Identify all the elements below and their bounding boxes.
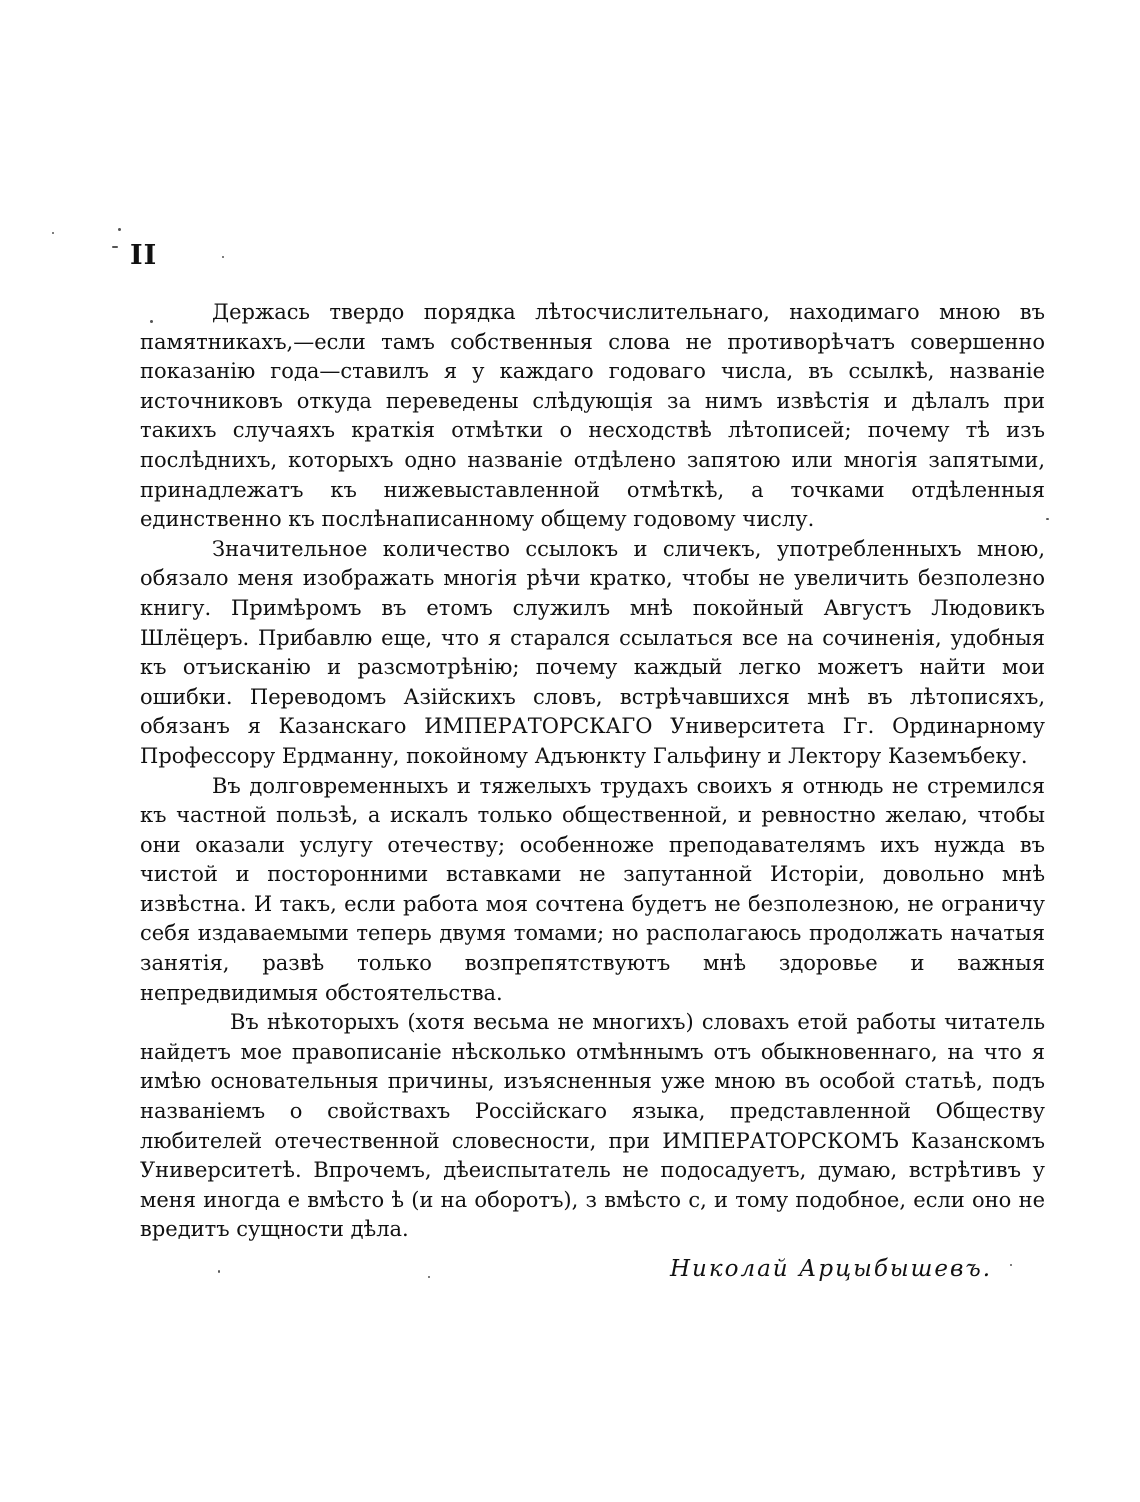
scan-speck	[112, 246, 118, 248]
scan-speck	[118, 228, 121, 231]
scan-speck	[428, 1276, 430, 1278]
paragraph-3: Въ долговременныхъ и тяжелыхъ трудахъ своихъ я отнюдь не стремился къ частной пользѣ, а искалъ только общественной, и ревностно желаю, чтобы они оказали услугу отечеству; особенноже преподавателямъ ихъ нужда въ чистой и посторонними вставками не запутанной Исторіи, довольно мнѣ извѣстна. И такъ, если работа моя сочтена будетъ не безполезною, не ограничу себя издаваемыми теперь двумя томами; но располагаюсь продолжать начатыя занятія, развѣ только возпрепятствуютъ мнѣ здоровье и важныя непредвидимыя обстоятельства.	[140, 773, 1045, 1005]
scan-speck	[222, 256, 224, 258]
scan-speck	[150, 320, 153, 323]
body-text	[140, 298, 1045, 1245]
signature: Николай Арцыбышевъ.	[670, 1256, 993, 1282]
scan-speck	[52, 232, 54, 234]
paragraph-4: Въ нѣкоторыхъ (хотя весьма не многихъ) словахъ етой работы читатель найдетъ мое правописаніе нѣсколько отмѣннымъ отъ обыкновеннаго, на что я имѣю основательныя причины, изъясненныя уже мною въ особой статьѣ, подъ названіемъ о свойствахъ Россійскаго языка, представленной Обществу любителей отечественной словесности, при ИМПЕРАТОРСКОМЪ Казанскомъ Университетѣ. Впрочемъ, дѣеиспытатель не подосадуетъ, думаю, встрѣтивъ у меня иногда е вмѣсто ѣ (и на оборотъ), з вмѣсто с, и тому подобное, если оно не вредитъ сущности дѣла.	[140, 1010, 1045, 1242]
paragraph-1: Держась твердо порядка лѣтосчислительнаго, находимаго мною въ памятникахъ,—если тамъ собственныя слова не противорѣчатъ совершенно показанію года—ставилъ я у каждаго годоваго числа, въ ссылкѣ, названіе источниковъ откуда переведены слѣдующія за нимъ извѣстія и дѣлалъ при такихъ случаяхъ краткія отмѣтки о несходствѣ лѣтописей; почему тѣ изъ послѣднихъ, которыхъ одно названіе отдѣлено запятою или многія запятыми, принадлежатъ къ нижевыставленной отмѣткѣ, а точками отдѣленныя единственно къ послѣнаписанному общему годовому числу.	[140, 300, 1045, 532]
scan-speck	[218, 1270, 220, 1273]
scan-speck	[1010, 1264, 1012, 1266]
scan-speck	[1046, 518, 1049, 520]
page-number: II	[130, 240, 158, 271]
paragraph-2: Значительное количество ссылокъ и сличекъ, употребленныхъ мною, обязало меня изображать многія рѣчи кратко, чтобы не увеличить безполезно книгу. Примѣромъ въ етомъ служилъ мнѣ покойный Августъ Людовикъ Шлёцеръ. Прибавлю еще, что я старался ссылаться все на сочиненія, удобныя къ отъисканію и разсмотрѣнію; почему каждый легко можетъ найти мои ошибки. Переводомъ Азійскихъ словъ, встрѣчавшихся мнѣ въ лѣтописяхъ, обязанъ я Казанскаго ИМПЕРАТОРСКАГО Университета Гг. Ординарному Профессору Ердманну, покойному Адъюнкту Гальфину и Лектору Каземъбеку.	[140, 536, 1045, 768]
